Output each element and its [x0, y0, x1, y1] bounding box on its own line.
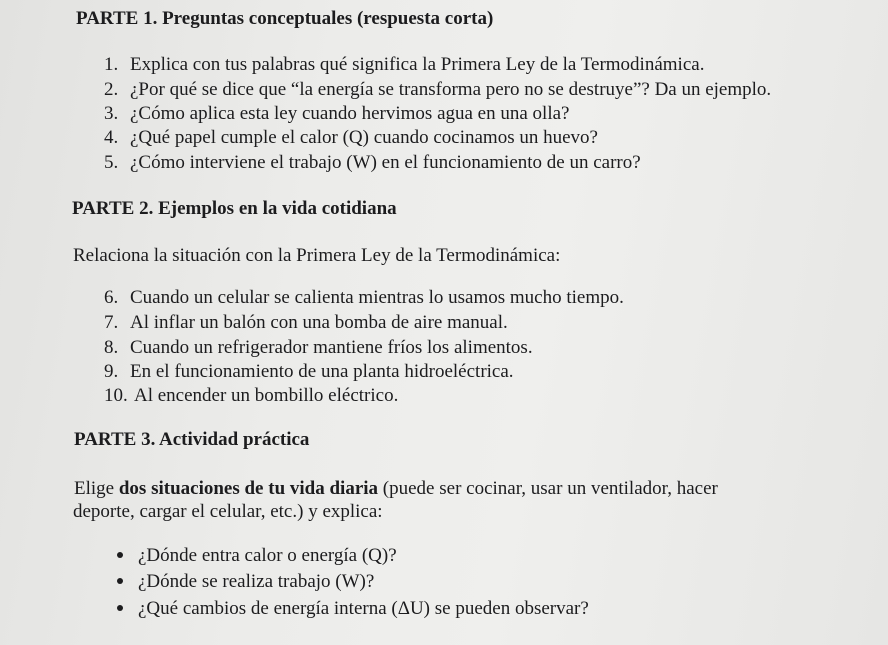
- question-4: [104, 128, 598, 147]
- part2-intro: Relaciona la situación con la Primera Ley de la Termodinámica:: [73, 245, 561, 266]
- bullet-dot: [117, 578, 123, 584]
- bullet-item-2: ¿Dónde se realiza trabajo (W)?: [138, 571, 375, 592]
- question-5: [104, 153, 641, 172]
- question-3: [104, 104, 569, 123]
- question-text: Cuando un celular se calienta mientras lo usamos mucho tiempo.: [130, 287, 624, 308]
- intro-text: Elige: [74, 478, 119, 499]
- question-number: 5.: [104, 152, 119, 173]
- question-1: [104, 55, 704, 74]
- part1-title: PARTE 1. Preguntas conceptuales (respuesta corta): [76, 8, 494, 29]
- question-text: Explica con tus palabras qué significa la Primera Ley de la Termodinámica.: [130, 54, 705, 75]
- question-text: Al encender un bombillo eléctrico.: [134, 385, 399, 406]
- bullet-item-3: ¿Qué cambios de energía interna (ΔU) se pueden observar?: [138, 598, 589, 619]
- question-text: ¿Por qué se dice que “la energía se transforma pero no se destruye”? Da un ejemplo.: [130, 79, 772, 100]
- question-text: ¿Qué papel cumple el calor (Q) cuando cocinamos un huevo?: [130, 127, 598, 148]
- question-text: Al inflar un balón con una bomba de aire manual.: [130, 312, 508, 333]
- question-text: En el funcionamiento de una planta hidroeléctrica.: [130, 361, 514, 382]
- part2-title: PARTE 2. Ejemplos en la vida cotidiana: [72, 198, 397, 219]
- question-number: 8.: [104, 337, 119, 358]
- question-8: [104, 338, 533, 357]
- question-7: [104, 313, 508, 332]
- question-number: 10.: [104, 385, 128, 406]
- question-number: 9.: [104, 361, 119, 382]
- question-text: ¿Cómo interviene el trabajo (W) en el funcionamiento de un carro?: [130, 152, 641, 173]
- part3-intro-line2: deporte, cargar el celular, etc.) y explica:: [73, 501, 383, 522]
- bullet-item-1: ¿Dónde entra calor o energía (Q)?: [138, 545, 397, 566]
- question-number: 1.: [104, 54, 119, 75]
- intro-text: (puede ser cocinar, usar un ventilador, hacer: [378, 478, 718, 499]
- question-number: 6.: [104, 287, 119, 308]
- question-number: 3.: [104, 103, 119, 124]
- question-text: Cuando un refrigerador mantiene fríos los alimentos.: [130, 337, 533, 358]
- intro-bold-text: dos situaciones de tu vida diaria: [118, 478, 379, 499]
- question-6: [104, 288, 624, 307]
- question-number: 4.: [104, 127, 119, 148]
- question-10: [104, 386, 398, 405]
- bullet-dot: [117, 605, 123, 611]
- question-2: [104, 80, 771, 99]
- question-9: [104, 362, 514, 381]
- question-number: 2.: [104, 79, 119, 100]
- part3-title: PARTE 3. Actividad práctica: [74, 429, 310, 450]
- question-number: 7.: [104, 312, 119, 333]
- part3-intro-line1: [74, 479, 718, 498]
- bullet-dot: [117, 552, 123, 558]
- question-text: ¿Cómo aplica esta ley cuando hervimos agua en una olla?: [130, 103, 570, 124]
